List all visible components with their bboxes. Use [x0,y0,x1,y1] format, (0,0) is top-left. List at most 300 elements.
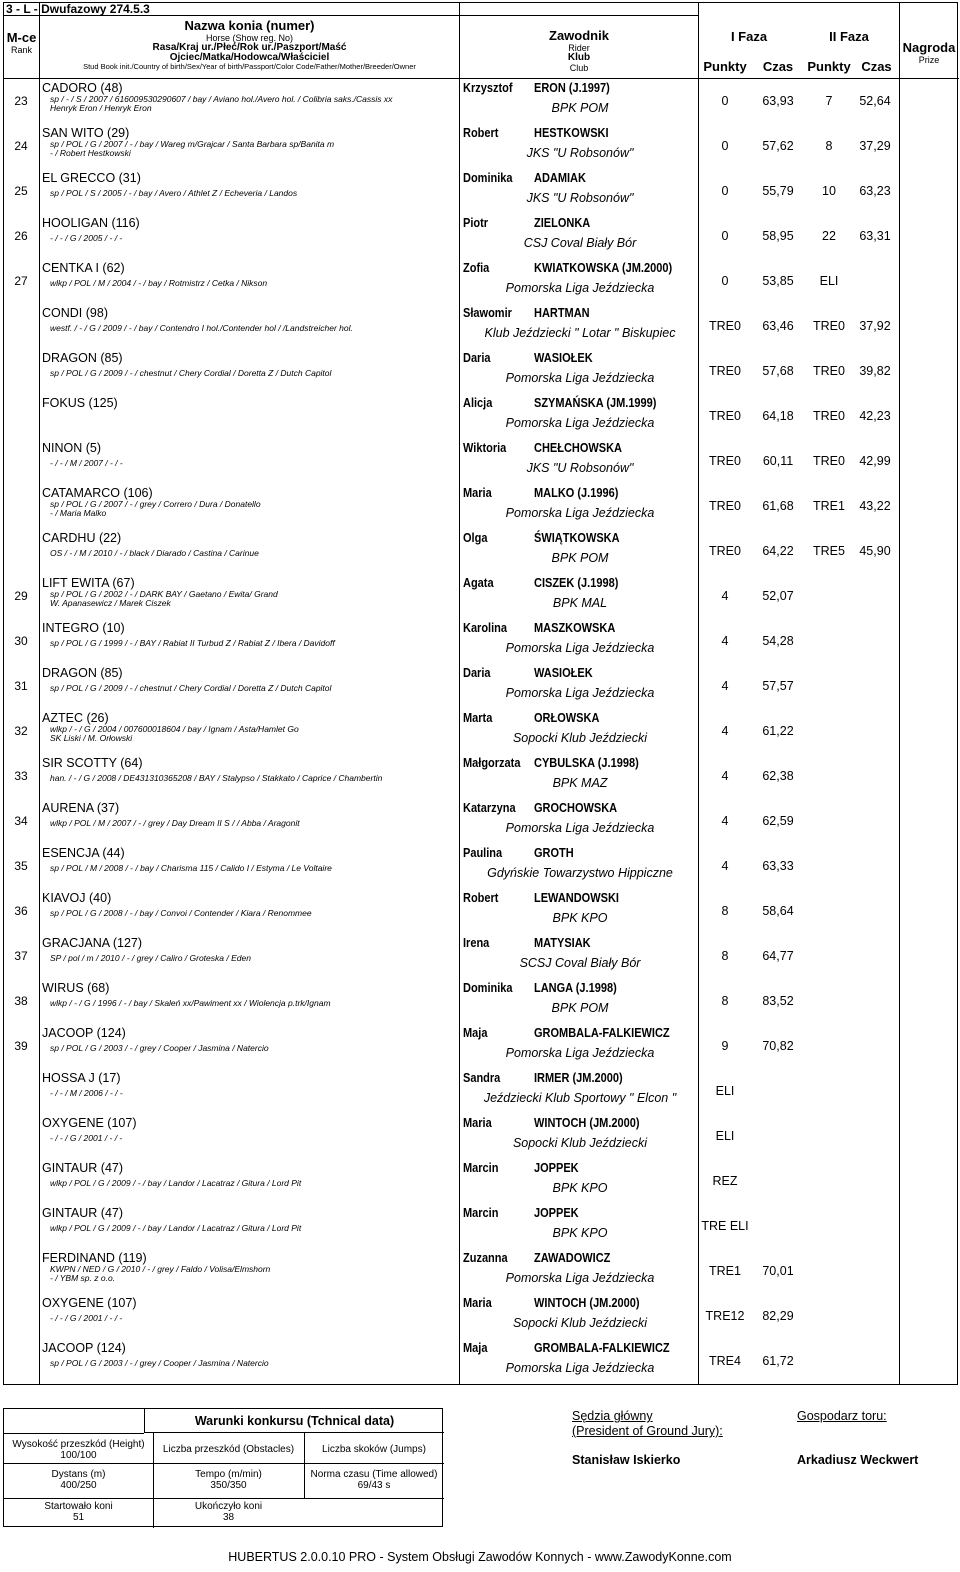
rank-cell [4,1159,38,1204]
result-row [4,799,959,844]
phase1-time: 57,57 [762,679,794,693]
footer: HUBERTUS 2.0.0.10 PRO - System Obsługi Zawodów Konnych - www.ZawodyKonne.com [228,1550,732,1564]
result-row [4,1069,959,1114]
horse-details-line1: sp / POL / G / 2009 / - / chestnut / Chery Cordial / Doretta Z / Dutch Capitol [50,368,332,378]
horse-details-line1: wlkp / POL / M / 2004 / - / bay / Rotmistrz / Cetka / Nikson [50,278,268,288]
club-name: Pomorska Liga Jeździecka [505,641,655,655]
horse-details [50,234,122,243]
rider-last-name: ZIELONKA [534,216,591,230]
rank-header [4,31,39,55]
height-label: Wysokość przeszkód (Height) [12,1439,145,1450]
distance-label: Dystans (m) [51,1469,106,1480]
conditions-divider [4,1498,444,1499]
phase2-points: 22 [822,229,836,243]
jumps-cell [304,1444,444,1455]
rider-first-name: Marcin [463,1161,499,1175]
horse-details-line1: wlkp / POL / G / 2009 / - / bay / Landor / Lacatraz / Gitura / Lord Pit [50,1223,302,1233]
club-name: Sopocki Klub Jeździecki [512,1136,648,1150]
rank-cell [4,1069,38,1114]
horse-name: LIFT EWITA (67) [42,576,135,590]
horse-header-sub: Horse (Show reg. No) [205,33,294,43]
phase2-time [851,1159,899,1204]
horse-details-line1: sp / POL / G / 2008 / - / bay / Convoi / Contender / Kiara / Renommee [50,908,312,918]
phase2-time [851,844,899,889]
result-row [4,889,959,934]
result-row [4,844,959,889]
rank-cell [4,349,38,394]
horse-details-line2: - / Maria Malko [50,508,107,518]
phase1-points: TRE0 [709,409,741,423]
horse-details [50,819,300,828]
club-name: Jeździecki Klub Sportowy " Elcon " [483,1091,677,1105]
rider-last-name: CISZEK (J.1998) [534,576,619,590]
rank-cell: 25 [14,184,28,198]
horse-details-line1: sp / POL / G / 2009 / - / chestnut / Chery Cordial / Doretta Z / Dutch Capitol [50,683,332,693]
phase2-time [851,619,899,664]
rider-first-name: Krzysztof [463,81,513,95]
horse-details [50,324,353,333]
rider-last-name: ŚWIĄTKOWSKA [534,531,620,545]
horse-name: EL GRECCO (31) [42,171,141,185]
phase2-time: 37,92 [859,319,891,333]
rank-cell: 35 [14,859,28,873]
rider-first-name: Marcin [463,1206,499,1220]
phase2-header-label: II Faza [829,29,869,44]
phase1-points: TRE4 [709,1354,741,1368]
phase1-time: 82,29 [762,1309,794,1323]
phase1-points: 4 [721,634,729,648]
phase2-time: 43,22 [859,499,891,513]
horse-details-line2: SK Liski / M. Orłowski [50,733,133,743]
rider-first-name: Dominika [463,171,513,185]
started-label: Startowało koni [44,1501,113,1512]
phase2-time: 39,82 [859,364,891,378]
result-row [4,1294,959,1339]
result-row [4,349,959,394]
rider-first-name: Wiktoria [463,441,507,455]
phase2-time [851,1339,899,1384]
phase2-points: TRE0 [813,454,845,468]
club-name: BPK MAL [552,596,608,610]
rider-first-name: Marta [463,711,493,725]
phase1-time: 55,79 [762,184,794,198]
result-row [4,169,959,214]
horse-name: GINTAUR (47) [42,1206,124,1220]
horse-details-line1: - / - / G / 2005 / - / - [50,233,123,243]
phase1-time: 57,62 [762,139,794,153]
club-name: Pomorska Liga Jeździecka [505,1271,655,1285]
rider-last-name: GROCHOWSKA [534,801,618,815]
rider-last-name: KWIATKOWSKA (JM.2000) [534,261,673,275]
horse-name: NINON (5) [42,441,102,455]
phase1-points: 4 [721,769,729,783]
phase1-points: 8 [721,994,729,1008]
horse-details [50,999,331,1008]
phase1-time: 63,46 [762,319,794,333]
horse-details [50,684,331,693]
phase1-time: 61,72 [762,1354,794,1368]
horse-details-line1: SP / pol / m / 2010 / - / grey / Caliro / Groteska / Eden [50,953,251,963]
horse-name: SIR SCOTTY (64) [42,756,143,770]
horse-details [50,549,259,558]
started-value: 51 [72,1512,85,1523]
phase1-header-label: I Faza [730,29,768,44]
judge-label: Sędzia główny [572,1409,653,1423]
horse-header [40,19,459,71]
result-row [4,709,959,754]
phase1-points: 9 [721,1039,729,1053]
phase2-time [851,934,899,979]
phase1-points: TRE0 [709,544,741,558]
horse-details-line1: - / - / M / 2006 / - / - [50,1088,123,1098]
rank-cell: 31 [14,679,28,693]
phase1-time: 53,85 [762,274,794,288]
rank-cell: 26 [14,229,28,243]
horse-details-line1: sp / POL / G / 2007 / - / grey / Correro / Dura / Donatello [50,499,261,509]
rider-last-name: LANGA (J.1998) [534,981,617,995]
horse-details-line1: sp / - / S / 2007 / 616009530290607 / bay / Aviano hol./Avero hol. / Colibria saks./Cassis xx [50,94,393,104]
host-name: Arkadiusz Weckwert [797,1453,919,1467]
rank-cell [4,439,38,484]
horse-header-line4: Stud Book init./Country of birth/Sex/Year of birth/Passport/Color Code/Father/Mother/Breeder/Owner [83,62,416,71]
phase2-time [851,1249,899,1294]
rider-first-name: Sandra [463,1071,501,1085]
phase1-time: 70,01 [762,1264,794,1278]
tempo-cell [153,1469,304,1491]
phase2-time: 63,31 [859,229,891,243]
horse-details-line1: wlkp / - / G / 1996 / - / bay / Skaleń xx/Pawiment xx / Wiolencja p.trk/Ignam [50,998,331,1008]
rank-cell: 37 [14,949,28,963]
horse-name: CADORO (48) [42,81,123,95]
club-name: Pomorska Liga Jeździecka [505,416,655,430]
rank-cell: 23 [14,94,28,108]
horse-details-line1: wlkp / POL / G / 2009 / - / bay / Landor / Lacatraz / Gitura / Lord Pit [50,1178,302,1188]
phase1-time: 58,64 [762,904,794,918]
horse-details-line1: sp / POL / S / 2005 / - / bay / Avero / Athlet Z / Echeveria / Landos [50,188,298,198]
club-name: BPK POM [551,101,609,115]
rider-last-name: ZAWADOWICZ [534,1251,611,1265]
rank-cell: 32 [14,724,28,738]
rider-first-name: Daria [463,351,491,365]
horse-name: OXYGENE (107) [42,1296,137,1310]
rider-first-name: Dominika [463,981,513,995]
rider-last-name: JOPPEK [534,1161,579,1175]
phase2-time [851,889,899,934]
phase2-time [851,1204,899,1249]
horse-name: JACOOP (124) [42,1026,126,1040]
club-name: Pomorska Liga Jeździecka [505,1361,655,1375]
rider-first-name: Robert [463,126,499,140]
horse-name: KIAVOJ (40) [42,891,112,905]
result-row [4,79,959,124]
phase2-points [807,934,851,979]
club-name: Gdyńskie Towarzystwo Hippiczne [487,866,673,880]
rank-cell [4,1249,38,1294]
phase2-points: TRE0 [813,409,845,423]
time-allowed-label: Norma czasu (Time allowed) [310,1469,438,1480]
horse-details [50,1265,270,1283]
phase2-time [851,1114,899,1159]
obstacles-label: Liczba przeszkód (Obstacles) [162,1444,295,1455]
phase2-time: 45,90 [859,544,891,558]
phase1-points: TRE12 [705,1309,745,1323]
technical-data-title: Warunki konkursu (Tchnical data) [144,1409,444,1433]
club-name: Pomorska Liga Jeździecka [505,371,655,385]
horse-details [50,1179,301,1188]
result-row [4,1159,959,1204]
points1-header-label: Punkty [703,59,747,74]
rider-last-name: ORŁOWSKA [534,711,600,725]
rider-last-name: MALKO (J.1996) [534,486,619,500]
phase2-time [851,664,899,709]
rider-last-name: WINTOCH (JM.2000) [534,1116,640,1130]
rider-last-name: LEWANDOWSKI [534,891,619,905]
horse-details-line2: - / YBM sp. z o.o. [50,1273,116,1283]
horse-details [50,1224,301,1233]
phase1-time: 62,59 [762,814,794,828]
horse-details [50,590,278,608]
rider-last-name: WINTOCH (JM.2000) [534,1296,640,1310]
phase1-points: TRE0 [709,454,741,468]
phase2-time [851,709,899,754]
horse-details-line1: KWPN / NED / G / 2010 / - / grey / Faldo / Volisa/Elmshorn [50,1264,271,1274]
distance-cell [4,1469,153,1491]
club-header-title: Klub [567,52,591,63]
time2-header-label: Czas [861,59,892,74]
horse-details-line1: sp / POL / G / 2007 / - / bay / Wareg m/Grajcar / Santa Barbara sp/Banita m [50,139,335,149]
club-name: BPK POM [551,1001,609,1015]
result-row [4,529,959,574]
tempo-label: Tempo (m/min) [195,1469,262,1480]
rank-cell: 33 [14,769,28,783]
club-name: JKS "U Robsonów" [526,461,634,475]
club-name: Sopocki Klub Jeździecki [512,731,648,745]
horse-details [50,500,261,518]
horse-details-line1: sp / POL / G / 2003 / - / grey / Cooper / Jasmina / Natercio [50,1043,269,1053]
horse-details [50,1314,122,1323]
rider-first-name: Maja [463,1341,488,1355]
horse-details-line2: Henryk Eron / Henryk Eron [50,103,152,113]
horse-details-line1: - / - / G / 2001 / - / - [50,1313,123,1323]
club-name: BPK KPO [552,1181,608,1195]
rider-last-name: MATYSIAK [534,936,591,950]
rider-first-name: Maria [463,1296,492,1310]
phase1-time: 61,22 [762,724,794,738]
rank-cell [4,1204,38,1249]
phase2-time [851,799,899,844]
horse-name: AZTEC (26) [42,711,109,725]
rank-cell [4,484,38,529]
phase1-points: 0 [721,139,729,153]
rider-last-name: IRMER (JM.2000) [534,1071,623,1085]
horse-details-line1: sp / POL / G / 1999 / - / BAY / Rabiat II Turbud Z / Rabiat Z / Ibera / Davidoff [50,638,335,648]
phase1-time: 60,11 [762,454,794,468]
result-row [4,259,959,304]
horse-name: CARDHU (22) [42,531,122,545]
horse-name: WIRUS (68) [42,981,110,995]
phase2-points [807,664,851,709]
phase2-points [807,844,851,889]
horse-name: OXYGENE (107) [42,1116,137,1130]
club-name: JKS "U Robsonów" [526,146,634,160]
rider-first-name: Zuzanna [463,1251,508,1265]
phase2-points [807,709,851,754]
rank-cell [4,1114,38,1159]
horse-details-line1: - / - / M / 2007 / - / - [50,458,123,468]
result-row [4,664,959,709]
rider-first-name: Sławomir [463,306,512,320]
rider-last-name: HARTMAN [534,306,590,320]
horse-details-line1: wlkp / POL / M / 2007 / - / grey / Day Dream II S / / Abba / Aragonit [50,818,300,828]
result-row [4,304,959,349]
phase1-points: 0 [721,184,729,198]
phase2-points: 8 [825,139,833,153]
finished-cell [153,1501,304,1523]
phase1-time: 63,93 [762,94,794,108]
rider-last-name: CHEŁCHOWSKA [534,441,622,455]
result-row [4,484,959,529]
rank-cell: 38 [14,994,28,1008]
rider-last-name: ADAMIAK [534,171,586,185]
phase1-time: 64,18 [762,409,794,423]
rider-first-name: Daria [463,666,491,680]
horse-details [50,1044,269,1053]
phase1-points: 4 [721,724,729,738]
rider-last-name: JOPPEK [534,1206,579,1220]
rider-first-name: Katarzyna [463,801,516,815]
phase2-time [851,1024,899,1069]
rider-first-name: Paulina [463,846,503,860]
horse-name: FOKUS (125) [42,396,118,410]
phase2-points: ELI [819,274,839,288]
phase2-points [807,1204,851,1249]
phase2-points: 7 [825,94,833,108]
rank-cell: 30 [14,634,28,648]
conditions-divider [4,1463,444,1464]
phase1-time: 64,77 [762,949,794,963]
rank-cell: 36 [14,904,28,918]
horse-name: FERDINAND (119) [42,1251,147,1265]
phase2-points [807,1069,851,1114]
horse-details [50,279,267,288]
phase1-points: REZ [712,1174,738,1188]
host-label: Gospodarz toru: [797,1409,887,1423]
rider-last-name: WASIOŁEK [534,666,593,680]
result-row [4,394,959,439]
club-name: Pomorska Liga Jeździecka [505,1046,655,1060]
tempo-value: 350/350 [210,1480,247,1491]
rank-cell: 29 [14,589,28,603]
horse-details [50,954,251,963]
result-row [4,1114,959,1159]
horse-details [50,140,334,158]
time2-header [854,60,899,74]
rider-last-name: GROMBALA-FALKIEWICZ [534,1026,670,1040]
phase2-time [851,1294,899,1339]
horse-name: HOOLIGAN (116) [42,216,140,230]
phase1-points: ELI [715,1129,735,1143]
phase2-time: 52,64 [859,94,891,108]
phase1-points: ELI [715,1084,735,1098]
phase1-points: 4 [721,859,729,873]
horse-details-line2: - / Robert Hestkowski [50,148,131,158]
phase1-points: 4 [721,814,729,828]
horse-name: CENTKA I (62) [42,261,125,275]
result-row [4,1249,959,1294]
horse-name: INTEGRO (10) [42,621,125,635]
rider-last-name: CYBULSKA (J.1998) [534,756,639,770]
rank-cell: 34 [14,814,28,828]
phase1-points: 0 [721,274,729,288]
rank-cell: 39 [14,1039,28,1053]
finished-label: Ukończyło koni [194,1501,263,1512]
phase2-header [799,30,899,44]
prize-header-sub: Prize [918,55,940,65]
phase1-points: TRE0 [709,319,741,333]
rider-last-name: HESTKOWSKI [534,126,609,140]
results-table [3,2,958,1385]
rider-last-name: ERON (J.1997) [534,81,610,95]
phase1-points: 8 [721,904,729,918]
result-row [4,1339,959,1384]
horse-details [50,864,332,873]
horse-details-line2: W. Apanasewicz / Marek Ciszek [50,598,171,608]
horse-name: GRACJANA (127) [42,936,143,950]
rider-first-name: Maja [463,1026,488,1040]
prize-header-label: Nagroda [902,40,956,55]
club-name: Pomorska Liga Jeździecka [505,506,655,520]
phase2-points [807,1114,851,1159]
phase1-time: 63,33 [762,859,794,873]
horse-details-line1: OS / - / M / 2010 / - / black / Diarado / Castina / Carinue [50,548,259,558]
phase2-points [807,574,851,619]
club-name: Klub Jeździecki " Lotar " Biskupiec [484,326,676,340]
phase2-points [807,889,851,934]
rider-first-name: Zofia [463,261,490,275]
result-row [4,1204,959,1249]
horse-details-line1: sp / POL / M / 2008 / - / bay / Charisma 115 / Calido I / Estyma / Le Voltaire [50,863,332,873]
horse-details [50,1089,123,1098]
finished-value: 38 [222,1512,235,1523]
club-name: BPK POM [551,551,609,565]
horse-name: DRAGON (85) [42,351,123,365]
phase1-points: TRE0 [709,499,741,513]
phase1-points: 0 [721,229,729,243]
phase1-header [699,30,799,44]
horse-details-line1: - / - / G / 2001 / - / - [50,1133,123,1143]
horse-details [50,774,382,783]
horse-details [50,909,312,918]
phase2-points [807,1339,851,1384]
result-rows [4,79,959,1384]
phase1-points: 0 [721,94,729,108]
club-name: Pomorska Liga Jeździecka [505,821,655,835]
horse-details [50,639,335,648]
height-value: 100/100 [60,1450,97,1461]
horse-details [50,1134,122,1143]
rank-header-label: M-ce [6,30,37,45]
phase1-time: 64,22 [762,544,794,558]
judge-name: Stanisław Iskierko [572,1453,681,1467]
phase2-points [807,1159,851,1204]
rider-first-name: Maria [463,486,492,500]
club-name: SCSJ Coval Biały Bór [519,956,641,970]
phase1-time [749,1114,807,1159]
rider-first-name: Irena [463,936,490,950]
rider-last-name: WASIOŁEK [534,351,593,365]
rider-header [460,29,698,73]
points1-header [701,60,749,74]
